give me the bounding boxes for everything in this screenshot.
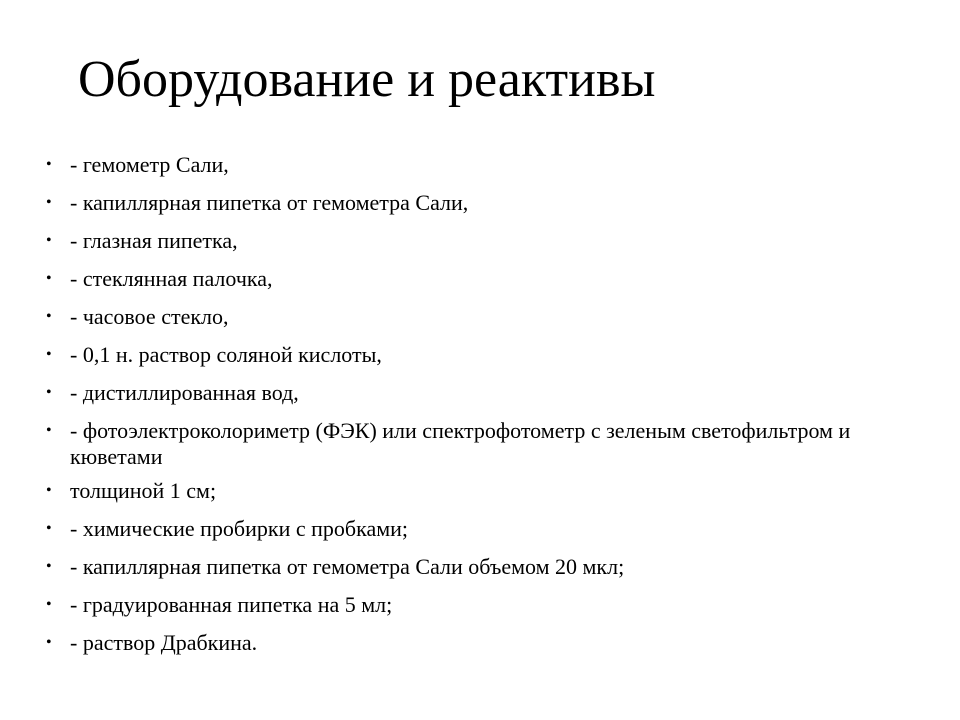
bullet-icon: •	[46, 482, 52, 499]
list-item	[46, 342, 906, 368]
list-item	[46, 516, 906, 542]
list-item	[46, 630, 906, 656]
bullet-icon: •	[46, 558, 52, 575]
list-item	[46, 228, 906, 254]
list-item	[46, 266, 906, 292]
list-item	[46, 152, 906, 178]
list-item-text: - капиллярная пипетка от гемометра Сали объемом 20 мкл;	[70, 554, 625, 579]
list-item	[46, 304, 906, 330]
list-item	[46, 554, 906, 580]
list-item-text: - капиллярная пипетка от гемометра Сали,	[70, 190, 469, 215]
list-item-text: - стеклянная палочка,	[70, 266, 273, 291]
list-item	[46, 478, 906, 504]
list-item-text: - фотоэлектроколориметр (ФЭК) или спектрофотометр с зеленым светофильтром и кюветами	[70, 418, 851, 469]
list-item-text: - дистиллированная вод,	[70, 380, 299, 405]
bullet-icon: •	[46, 194, 52, 211]
bullet-icon: •	[46, 634, 52, 651]
bullet-icon: •	[46, 308, 52, 325]
list-item-text: - раствор Драбкина.	[70, 630, 258, 655]
bullet-icon: •	[46, 520, 52, 537]
list-item-text: - градуированная пипетка на 5 мл;	[70, 592, 393, 617]
bullet-icon: •	[46, 596, 52, 613]
list-item	[46, 190, 906, 216]
bullet-icon: •	[46, 384, 52, 401]
list-item-text: - 0,1 н. раствор соляной кислоты,	[70, 342, 382, 367]
slide-title: Оборудование и реактивы	[78, 51, 656, 108]
list-item	[46, 418, 906, 470]
bullet-list	[46, 152, 906, 668]
bullet-icon: •	[46, 232, 52, 249]
bullet-icon: •	[46, 156, 52, 173]
bullet-icon: •	[46, 346, 52, 363]
list-item	[46, 380, 906, 406]
list-item	[46, 592, 906, 618]
bullet-icon: •	[46, 422, 52, 439]
list-item-text: - глазная пипетка,	[70, 228, 238, 253]
bullet-icon: •	[46, 270, 52, 287]
list-item-text: - часовое стекло,	[70, 304, 229, 329]
list-item-text: - химические пробирки с пробками;	[70, 516, 409, 541]
list-item-text: - гемометр Сали,	[70, 152, 229, 177]
list-item-text: толщиной 1 см;	[70, 478, 217, 503]
